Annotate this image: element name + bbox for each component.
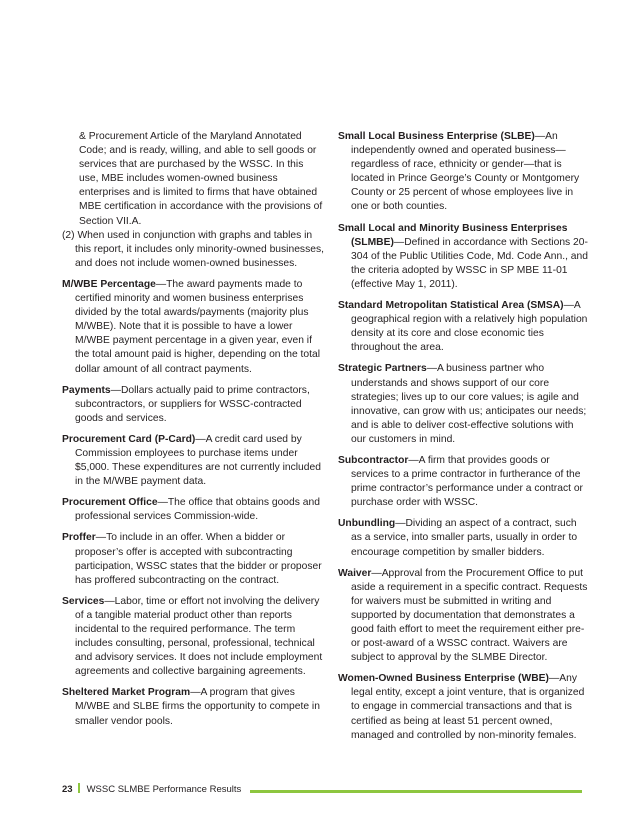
definition-text: —A business partner who understands and shows support of our core strategies; lives up to our core values; is agile and innovative, can grow with us; anticipates our needs; and is able to deliver cost-effective solutions with our customers in mind.	[351, 363, 587, 445]
definition-proffer	[62, 531, 324, 587]
definition-mwbe-percentage	[62, 278, 324, 377]
definition-wbe	[338, 672, 588, 742]
definition-term: Standard Metropolitan Statistical Area (SMSA)	[338, 300, 564, 312]
definition-waiver	[338, 567, 588, 666]
footer-rule	[250, 790, 582, 793]
definition-term: Payments	[62, 384, 111, 396]
footer-separator	[78, 783, 80, 793]
definition-text: —The award payments made to certified minority and women business enterprises divided by the total awards/payments (majority plus M/WBE). Note that it is possible to have a lower M/WBE payment percentage in a given year, even if the total amount paid is higher, depending on the total dollar amount of all contract payments.	[75, 278, 321, 375]
definition-term: Services	[62, 595, 105, 607]
definition-text: —A geographical region with a relatively high population density at its core and close economic ties throughout the area.	[351, 300, 588, 354]
definition-smsa	[338, 299, 588, 355]
continued-definition: & Procurement Article of the Maryland Annotated Code; and is ready, willing, and able to sell goods or services that are purchased by the WSSC. In this use, MBE includes women-owned business enterprises and is limited to firms that have obtained MBE certification in accordance with the provisions of Section VII.A.	[79, 131, 323, 227]
definition-text: —The office that obtains goods and professional services Commission-wide.	[75, 497, 320, 523]
definition-text: —An independently owned and operated business—regardless of race, ethnicity or gender—that is located in Prince George’s County or Montgomery County or 25 percent of whose employees live in one or both counties.	[351, 131, 580, 213]
definition-term: Small Local Business Enterprise (SLBE)	[338, 131, 535, 142]
definition-procurement-office	[62, 496, 324, 524]
right-column	[338, 130, 588, 750]
definition-strategic-partners	[338, 362, 588, 447]
definition-subcontractor	[338, 454, 588, 510]
definition-text: —A firm that provides goods or services to a prime contractor in furtherance of the prime contractor’s performance under a contract or purchase order with WSSC.	[351, 454, 583, 509]
definition-unbundling	[338, 517, 588, 559]
definition-term: Sheltered Market Program	[62, 687, 191, 699]
definition-term: Subcontractor	[338, 454, 409, 466]
definition-text: —Dividing an aspect of a contract, such as a service, into smaller parts, usually in order to encourage competition by smaller bidders.	[351, 518, 578, 558]
definition-term: Procurement Office	[62, 497, 158, 509]
definition-term: Proffer	[62, 532, 96, 544]
definition-term: Unbundling	[338, 518, 396, 530]
definition-text: —A credit card used by Commission employees to purchase items under $5,000. These expenditures are not currently included in the M/WBE payment data.	[75, 433, 321, 488]
definition-text: —A program that gives M/WBE and SLBE firms the opportunity to compete in smaller vendor pools.	[75, 687, 320, 727]
definition-text: —Any legal entity, except a joint venture, that is organized to engage in commercial transactions and that is certified as being at least 51 percent owned, managed and controlled by non-minority females.	[351, 673, 585, 741]
footer-title: WSSC SLMBE Performance Results	[86, 784, 242, 795]
definition-slmbe	[338, 222, 588, 292]
definition-text: —Labor, time or effort not involving the delivery of a tangible material product other than reports incidental to the required performance. The term includes consulting, personal, professional, technical and advisory services. It does not include employment agreements and collective bargaining agreements.	[75, 595, 323, 678]
definition-text: —To include in an offer. When a bidder or proposer’s offer is accepted with subcontracting participation, WSSC states that the bidder or proposer has proffered subcontracting on the contract.	[75, 532, 322, 586]
definition-term: M/WBE Percentage	[62, 278, 156, 290]
definition-text: —Approval from the Procurement Office to put aside a requirement in a specific contract. Requests for waivers must be submitted in writing and supported by documentation that demonstrates a good faith effort to meet the requirement either pre- or post-award of a WSSC contract. Waivers are subject to approval by the SLMBE Director.	[351, 567, 588, 664]
page-footer	[62, 783, 582, 797]
page-number: 23	[62, 784, 73, 795]
definition-slbe	[338, 130, 588, 215]
definition-text: —Dollars actually paid to prime contractors, subcontractors, or suppliers for WSSC-contracted goods and services.	[75, 384, 310, 424]
definition-term: Women-Owned Business Enterprise (WBE)	[338, 673, 549, 685]
definition-term: Waiver	[338, 567, 372, 579]
definition-sheltered-market-program	[62, 686, 324, 728]
definition-services	[62, 595, 324, 680]
definition-term: Procurement Card (P-Card)	[62, 433, 196, 445]
definition-procurement-card	[62, 433, 324, 489]
definition-text: —Defined in accordance with Sections 20-304 of the Public Utilities Code, Md. Code Ann., and the criteria adopted by WSSC in SP MBE 11-01 (effective May 1, 2011).	[351, 236, 588, 290]
left-column	[62, 130, 324, 736]
definition-term: Strategic Partners	[338, 363, 427, 375]
definition-payments	[62, 384, 324, 426]
definition-note-2: (2) When used in conjunction with graphs and tables in this report, it includes only minority-owned businesses, and does not include women-owned businesses.	[62, 229, 324, 269]
definition-term: Small Local and Minority Business Enterprises (SLMBE)	[338, 222, 568, 248]
